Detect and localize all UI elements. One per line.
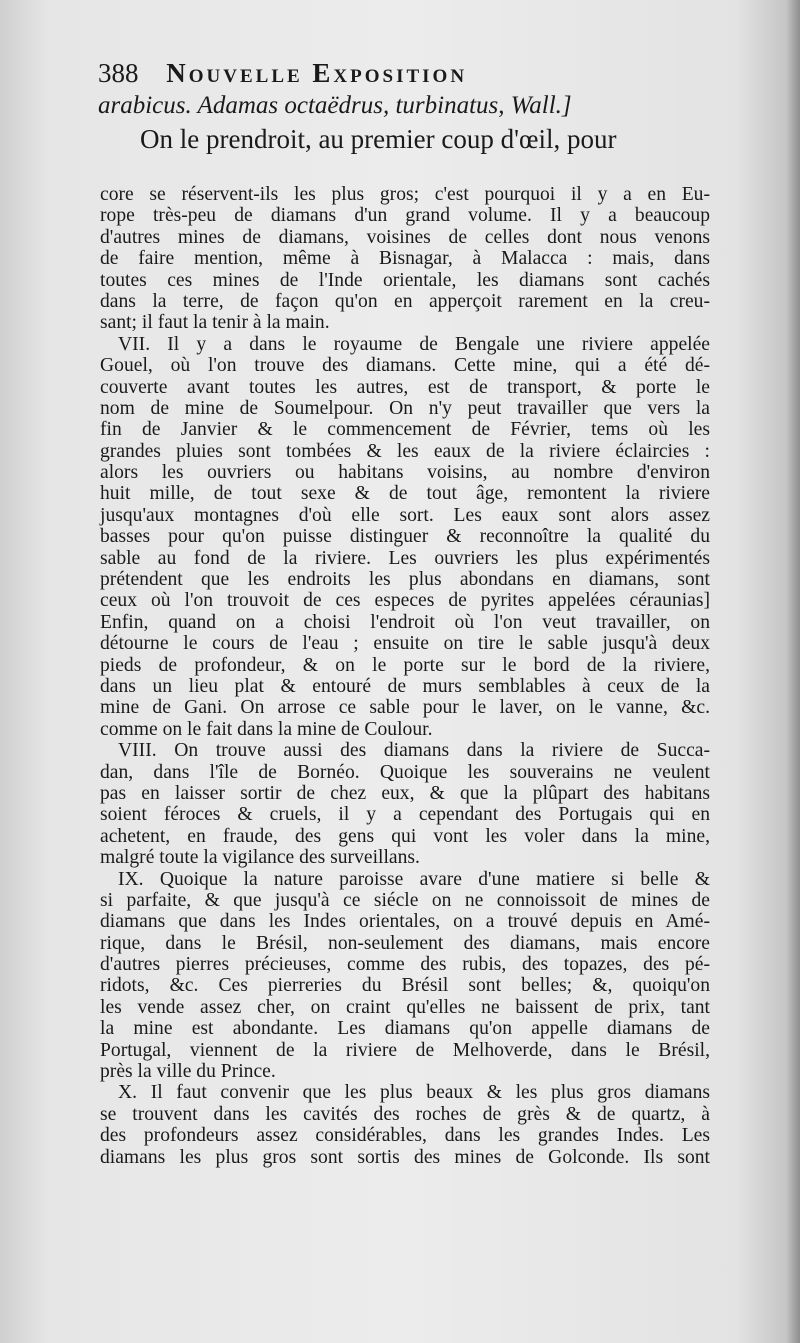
text-line: core se réservent-ils les plus gros; c'est pourquoi il y a en Eu- (100, 184, 710, 205)
text-line: ceux où l'on trouvoit de ces especes de pyrites appelées céraunias] (100, 590, 710, 612)
text-line: près la ville du Prince. (100, 1061, 276, 1083)
text-line: comme on le fait dans la mine de Coulour. (100, 718, 433, 740)
text-line: toutes ces mines de l'Inde orientale, les diamans sont cachés (100, 269, 710, 291)
text-line: se trouvent dans les cavités des roches de grès & de quartz, à (100, 1103, 710, 1125)
text-line: soient féroces & cruels, il y a cependant des Portugais qui en (100, 804, 710, 826)
text-line: des profondeurs assez considérables, dans les grandes Indes. Les (100, 1125, 710, 1147)
page-edge-shadow (786, 0, 800, 1343)
text-line: dans la terre, de façon qu'on en apperçoit rarement en la creu- (100, 290, 710, 312)
text-line: couverte avant toutes les autres, est de transport, & porte le (100, 376, 710, 398)
overleaf-line-1: arabicus. Adamas octaëdrus, turbinatus, Wall.] (98, 92, 572, 119)
text-line: jusqu'aux montagnes d'où elle sort. Les eaux sont alors assez (100, 504, 710, 526)
text-line: VIII. On trouve aussi des diamans dans la riviere de Succa- (118, 740, 710, 762)
text-line: basses pour qu'on puisse distinguer & reconnoître la qualité du (100, 526, 710, 548)
text-line: rique, dans le Brésil, non-seulement des diamans, mais encore (100, 932, 710, 954)
running-title: Nouvelle Exposition (166, 58, 468, 88)
text-line: d'autres mines de diamans, voisines de celles dont nous venons (100, 226, 710, 248)
text-line: Gouel, où l'on trouve des diamans. Cette mine, qui a été dé- (100, 355, 710, 377)
text-line: pas en laisser sortir de chez eux, & que la plûpart des habitans (100, 782, 710, 804)
text-line: les vende assez cher, on craint qu'elles ne baissent de prix, tant (100, 996, 710, 1018)
text-line: diamans que dans les Indes orientales, on a trouvé depuis en Amé- (100, 911, 710, 933)
text-line: Enfin, quand on a choisi l'endroit où l'on veut travailler, on (100, 611, 710, 633)
page-number: 388 (98, 58, 139, 88)
text-line: VII. Il y a dans le royaume de Bengale une riviere appelée (118, 333, 710, 355)
text-line: d'autres pierres précieuses, comme des rubis, des topazes, des pé- (100, 954, 710, 976)
text-line: si parfaite, & que jusqu'à ce siécle on ne connoissoit de mines de (100, 889, 710, 911)
text-line: de faire mention, même à Bisnagar, à Malacca : mais, dans (100, 248, 710, 270)
text-line: IX. Quoique la nature paroisse avare d'une matiere si belle & (118, 868, 710, 890)
running-header (98, 58, 718, 89)
overleaf-line-2: On le prendroit, au premier coup d'œil, pour (140, 124, 617, 154)
text-line: sant; il faut la tenir à la main. (100, 312, 330, 334)
text-line: Portugal, viennent de la riviere de Melhoverde, dans le Brésil, (100, 1039, 710, 1061)
text-line: prétendent que les endroits les plus abondans en diamans, sont (100, 569, 710, 591)
text-line: huit mille, de tout sexe & de tout âge, remontent la riviere (100, 483, 710, 505)
text-line: fin de Janvier & le commencement de Février, tems où les (100, 419, 710, 441)
text-line: achetent, en fraude, des gens qui vont les voler dans la mine, (100, 825, 710, 847)
text-line: nom de mine de Soumelpour. On n'y peut travailler que vers la (100, 397, 710, 419)
text-line: X. Il faut convenir que les plus beaux & les plus gros diamans (118, 1082, 710, 1104)
text-line: sable au fond de la riviere. Les ouvriers les plus expérimentés (100, 547, 710, 569)
text-line: alors les ouvriers ou habitans voisins, au nombre d'environ (100, 462, 710, 484)
text-line: dans un lieu plat & entouré de murs semblables à ceux de la (100, 675, 710, 697)
text-line: mine de Gani. On arrose ce sable pour le laver, on le vanne, &c. (100, 697, 710, 719)
text-line: la mine est abondante. Les diamans qu'on appelle diamans de (100, 1018, 710, 1040)
text-line: ridots, &c. Ces pierreries du Brésil sont belles; &, quoiqu'on (100, 975, 710, 997)
text-line: malgré toute la vigilance des surveillans. (100, 847, 420, 869)
body-text (100, 184, 710, 1168)
text-line: pieds de profondeur, & on le porte sur le bord de la riviere, (100, 654, 710, 676)
text-line: détourne le cours de l'eau ; ensuite on tire le sable jusqu'à deux (100, 633, 710, 655)
text-line: rope très-peu de diamans d'un grand volume. Il y a beaucoup (100, 205, 710, 227)
text-line: dan, dans l'île de Bornéo. Quoique les souverains ne veulent (100, 761, 710, 783)
text-line: grandes pluies sont tombées & les eaux de la riviere éclaircies : (100, 440, 710, 462)
text-line: diamans les plus gros sont sortis des mines de Golconde. Ils sont (100, 1146, 710, 1168)
